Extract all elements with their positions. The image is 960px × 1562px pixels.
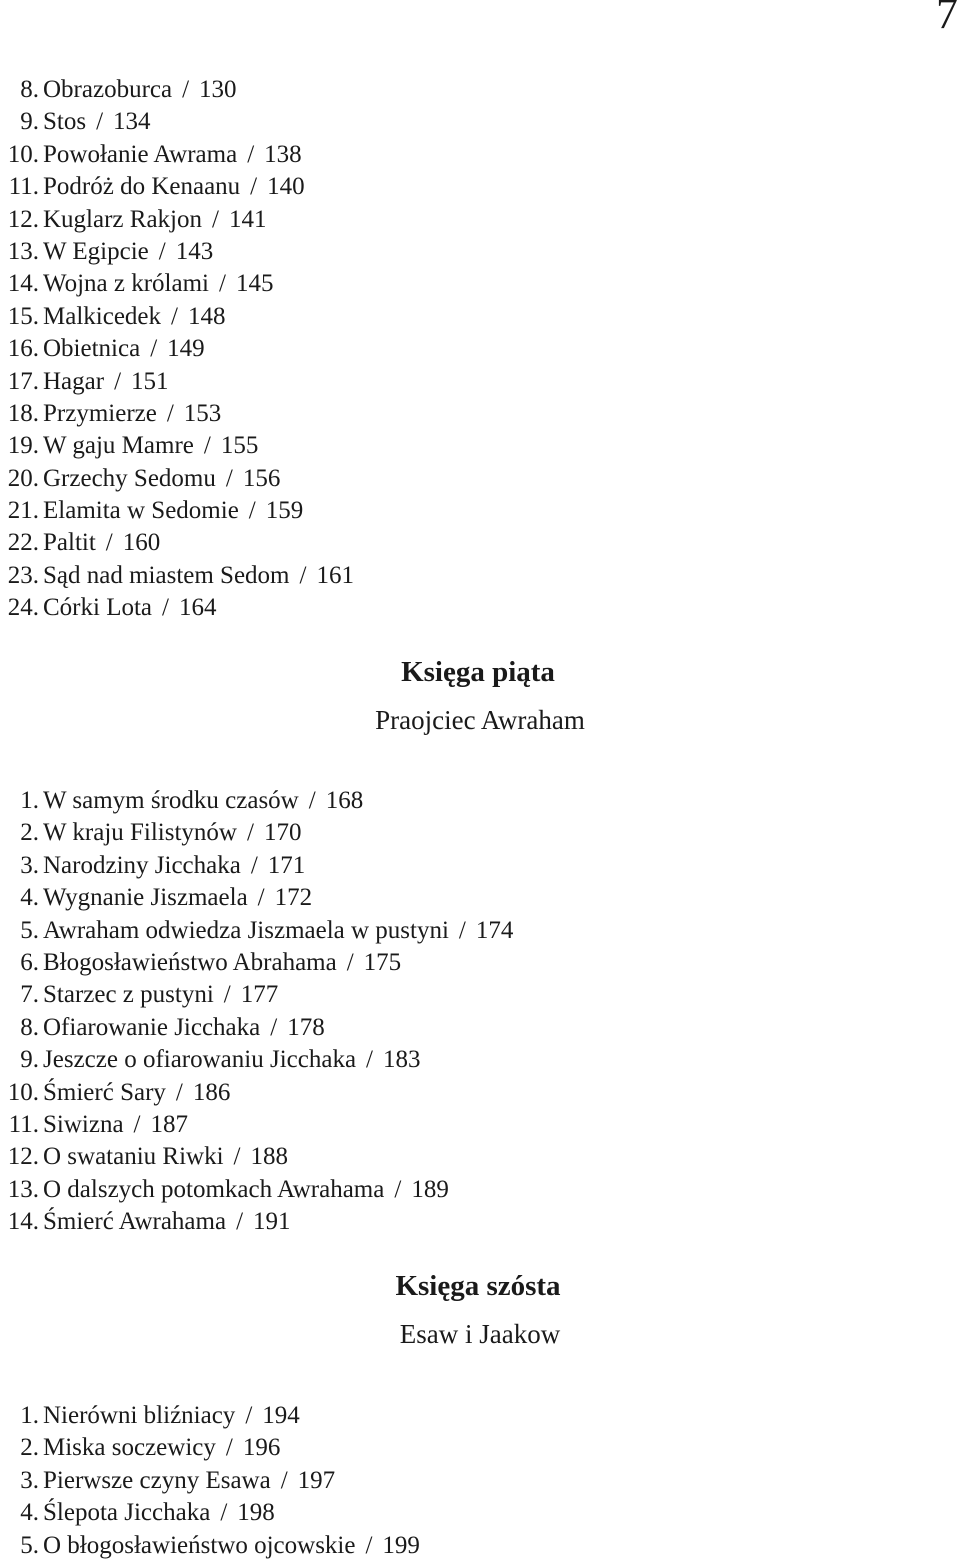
toc-entry	[0, 1012, 513, 1044]
entry-page: 196	[242, 1434, 281, 1462]
entry-title: Obrazoburca	[43, 76, 173, 103]
toc-entry	[0, 1465, 420, 1497]
entry-separator: /	[158, 237, 166, 265]
entry-title: Jeszcze o ofiarowaniu Jicchaka	[43, 1046, 357, 1074]
entry-number: 24.	[7, 594, 39, 622]
toc-entry	[0, 560, 354, 592]
entry-page: 130	[199, 76, 237, 103]
entry-separator: /	[308, 787, 316, 814]
entry-title: Elamita w Sedomie	[43, 497, 239, 525]
toc-entry	[0, 1109, 513, 1141]
entry-title: Miska soczewicy	[43, 1434, 216, 1462]
entry-page: 170	[263, 819, 302, 847]
entry-number: 8.	[20, 1013, 39, 1041]
entry-page: 155	[220, 432, 259, 460]
entry-separator: /	[233, 1143, 241, 1171]
toc-entry	[0, 268, 354, 300]
entry-separator: /	[182, 76, 190, 103]
entry-number: 23.	[7, 561, 39, 589]
entry-separator: /	[223, 981, 231, 1009]
toc-entry	[0, 495, 354, 527]
toc-entry	[0, 463, 354, 495]
entry-separator: /	[280, 1466, 288, 1494]
entry-page: 198	[237, 1499, 275, 1527]
entry-page: 159	[265, 497, 304, 525]
entry-separator: /	[225, 464, 233, 492]
entry-separator: /	[394, 1175, 402, 1203]
entry-title: Awraham odwiedza Jiszmaela w pustyni	[43, 916, 449, 944]
entry-page: 175	[363, 948, 402, 976]
entry-separator: /	[248, 497, 256, 525]
entry-number: 7.	[20, 981, 39, 1009]
entry-page: 141	[228, 205, 267, 233]
entry-number: 16.	[7, 335, 39, 363]
entry-number: 8.	[20, 76, 39, 103]
entry-separator: /	[96, 108, 104, 136]
entry-title: Stos	[43, 108, 87, 136]
entry-number: 4.	[20, 884, 39, 912]
entry-number: 3.	[20, 851, 39, 879]
entry-number: 4.	[20, 1499, 39, 1527]
entry-title: Nierówni bliźniacy	[43, 1402, 236, 1429]
entry-page: 189	[411, 1175, 449, 1203]
entry-number: 3.	[20, 1466, 39, 1494]
entry-number: 5.	[20, 1531, 39, 1559]
entry-separator: /	[346, 948, 354, 976]
toc-entry	[0, 236, 354, 268]
entry-page: 187	[150, 1110, 188, 1138]
entry-number: 10.	[7, 1078, 39, 1106]
entry-number: 12.	[7, 205, 39, 233]
entry-title: Błogosławieństwo Abrahama	[43, 948, 337, 976]
entry-separator: /	[211, 205, 219, 233]
toc-entry	[0, 785, 513, 817]
toc-entry	[0, 204, 354, 236]
entry-number: 12.	[7, 1143, 39, 1171]
entry-title: Ślepota Jicchaka	[43, 1499, 211, 1527]
entry-page: 164	[178, 594, 217, 622]
entry-title: Ofiarowanie Jicchaka	[43, 1013, 261, 1041]
entry-page: 186	[192, 1078, 231, 1106]
toc-entry	[0, 1400, 420, 1432]
entry-page: 145	[235, 270, 274, 298]
entry-title: Podróż do Kenaanu	[43, 173, 241, 201]
entry-title: W gaju Mamre	[43, 432, 194, 460]
entry-title: W kraju Filistynów	[43, 819, 237, 847]
entry-page: 151	[131, 367, 169, 395]
entry-title: Pierwsze czyny Esawa	[43, 1466, 271, 1494]
toc-entry	[0, 850, 513, 882]
entry-number: 5.	[20, 916, 39, 944]
entry-title: Wygnanie Jiszmaela	[43, 884, 248, 912]
entry-title: Przymierze	[43, 399, 157, 427]
entry-separator: /	[299, 561, 307, 589]
entry-number: 1.	[20, 787, 39, 814]
toc-entry	[0, 430, 354, 462]
toc-entry	[0, 171, 354, 203]
entry-number: 6.	[20, 948, 39, 976]
entry-title: Siwizna	[43, 1110, 124, 1138]
entry-number: 15.	[7, 302, 39, 330]
entry-page: 188	[250, 1143, 288, 1171]
entry-title: Śmierć Awrahama	[43, 1208, 227, 1236]
toc-entry	[0, 817, 513, 849]
entry-page: 149	[167, 335, 205, 363]
entry-separator: /	[203, 432, 211, 460]
entry-page: 178	[287, 1013, 325, 1041]
toc-entry	[0, 74, 354, 106]
entry-separator: /	[246, 819, 254, 847]
entry-number: 17.	[7, 367, 39, 395]
entry-title: O błogosławieństwo ojcowskie	[43, 1531, 356, 1559]
entry-title: Wojna z królami	[43, 270, 209, 298]
book6-subtitle: Esaw i Jaakow	[399, 1319, 561, 1349]
entry-number: 18.	[7, 399, 39, 427]
entry-title: O swataniu Riwki	[43, 1143, 224, 1171]
page-number: 7	[936, 0, 958, 38]
entry-page: 194	[262, 1402, 300, 1429]
entry-number: 21.	[7, 497, 39, 525]
entry-number: 13.	[7, 1175, 39, 1203]
entry-page: 168	[325, 787, 364, 814]
toc-entry	[0, 882, 513, 914]
book5-subtitle: Praojciec Awraham	[375, 705, 585, 735]
toc-entry	[0, 1530, 420, 1562]
toc-entry	[0, 1497, 420, 1529]
entry-title: Córki Lota	[43, 594, 153, 622]
entry-number: 20.	[7, 464, 39, 492]
entry-page: 140	[267, 173, 305, 201]
entry-separator: /	[458, 916, 466, 944]
entry-title: Obietnica	[43, 335, 141, 363]
entry-title: Narodziny Jicchaka	[43, 851, 241, 879]
entry-title: Powołanie Awrama	[43, 140, 238, 168]
entry-page: 161	[316, 561, 354, 589]
entry-title: W Egipcie	[43, 237, 149, 265]
toc-entry	[0, 592, 354, 624]
entry-page: 156	[242, 464, 281, 492]
entry-separator: /	[247, 140, 255, 168]
toc-entry	[0, 1174, 513, 1206]
toc-list-book6	[0, 1400, 420, 1562]
entry-number: 14.	[7, 1208, 39, 1236]
entry-page: 171	[267, 851, 306, 879]
entry-number: 13.	[7, 237, 39, 265]
toc-entry	[0, 366, 354, 398]
toc-entry	[0, 979, 513, 1011]
entry-separator: /	[162, 594, 169, 622]
entry-separator: /	[270, 1013, 278, 1041]
toc-entry	[0, 1432, 420, 1464]
entry-number: 9.	[20, 1046, 39, 1074]
entry-number: 11.	[8, 173, 39, 201]
entry-number: 2.	[20, 819, 39, 847]
entry-separator: /	[220, 1499, 228, 1527]
entry-number: 9.	[20, 108, 39, 136]
entry-separator: /	[171, 302, 178, 330]
entry-page: 199	[382, 1531, 420, 1559]
entry-page: 191	[253, 1208, 291, 1236]
entry-separator: /	[219, 270, 226, 298]
entry-title: Sąd nad miastem Sedom	[43, 561, 290, 589]
toc-entry	[0, 915, 513, 947]
entry-title: W samym środku czasów	[43, 787, 299, 814]
entry-separator: /	[245, 1402, 253, 1429]
entry-separator: /	[175, 1078, 183, 1106]
entry-title: O dalszych potomkach Awrahama	[43, 1175, 385, 1203]
entry-title: Paltit	[43, 529, 96, 557]
toc-entry	[0, 947, 513, 979]
entry-page: 160	[122, 529, 161, 557]
entry-separator: /	[166, 399, 174, 427]
toc-entry	[0, 139, 354, 171]
entry-page: 143	[175, 237, 214, 265]
entry-number: 11.	[8, 1110, 39, 1138]
entry-number: 19.	[7, 432, 39, 460]
toc-entry	[0, 1206, 513, 1238]
entry-page: 172	[274, 884, 313, 912]
entry-page: 138	[264, 140, 302, 168]
entry-separator: /	[250, 851, 258, 879]
entry-page: 197	[297, 1466, 336, 1494]
book5-heading: Księga piąta	[401, 656, 555, 688]
entry-title: Malkicedek	[43, 302, 162, 330]
entry-separator: /	[225, 1434, 233, 1462]
entry-title: Śmierć Sary	[43, 1078, 166, 1106]
entry-title: Starzec z pustyni	[43, 981, 214, 1009]
toc-entry	[0, 333, 354, 365]
entry-number: 1.	[20, 1402, 39, 1429]
entry-separator: /	[150, 335, 158, 363]
toc-entry	[0, 1141, 513, 1173]
toc-list-continued	[0, 74, 354, 625]
entry-separator: /	[250, 173, 258, 201]
toc-entry	[0, 301, 354, 333]
toc-list-book5	[0, 785, 513, 1238]
entry-separator: /	[236, 1208, 244, 1236]
toc-entry	[0, 106, 354, 138]
entry-page: 183	[383, 1046, 421, 1074]
entry-page: 153	[183, 399, 222, 427]
toc-entry	[0, 527, 354, 559]
entry-number: 14.	[7, 270, 39, 298]
entry-page: 134	[113, 108, 151, 136]
entry-separator: /	[114, 367, 122, 395]
entry-number: 22.	[7, 529, 39, 557]
entry-number: 10.	[7, 140, 39, 168]
toc-entry	[0, 1077, 513, 1109]
book6-heading: Księga szósta	[395, 1270, 561, 1302]
entry-page: 177	[240, 981, 279, 1009]
entry-title: Grzechy Sedomu	[43, 464, 216, 492]
toc-entry	[0, 398, 354, 430]
entry-separator: /	[257, 884, 265, 912]
entry-page: 174	[475, 916, 514, 944]
entry-page: 148	[187, 302, 226, 330]
entry-separator: /	[105, 529, 113, 557]
entry-number: 2.	[20, 1434, 39, 1462]
entry-separator: /	[365, 1531, 373, 1559]
entry-separator: /	[133, 1110, 141, 1138]
entry-separator: /	[366, 1046, 373, 1074]
toc-entry	[0, 1044, 513, 1076]
entry-title: Hagar	[43, 367, 105, 395]
entry-title: Kuglarz Rakjon	[43, 205, 202, 233]
